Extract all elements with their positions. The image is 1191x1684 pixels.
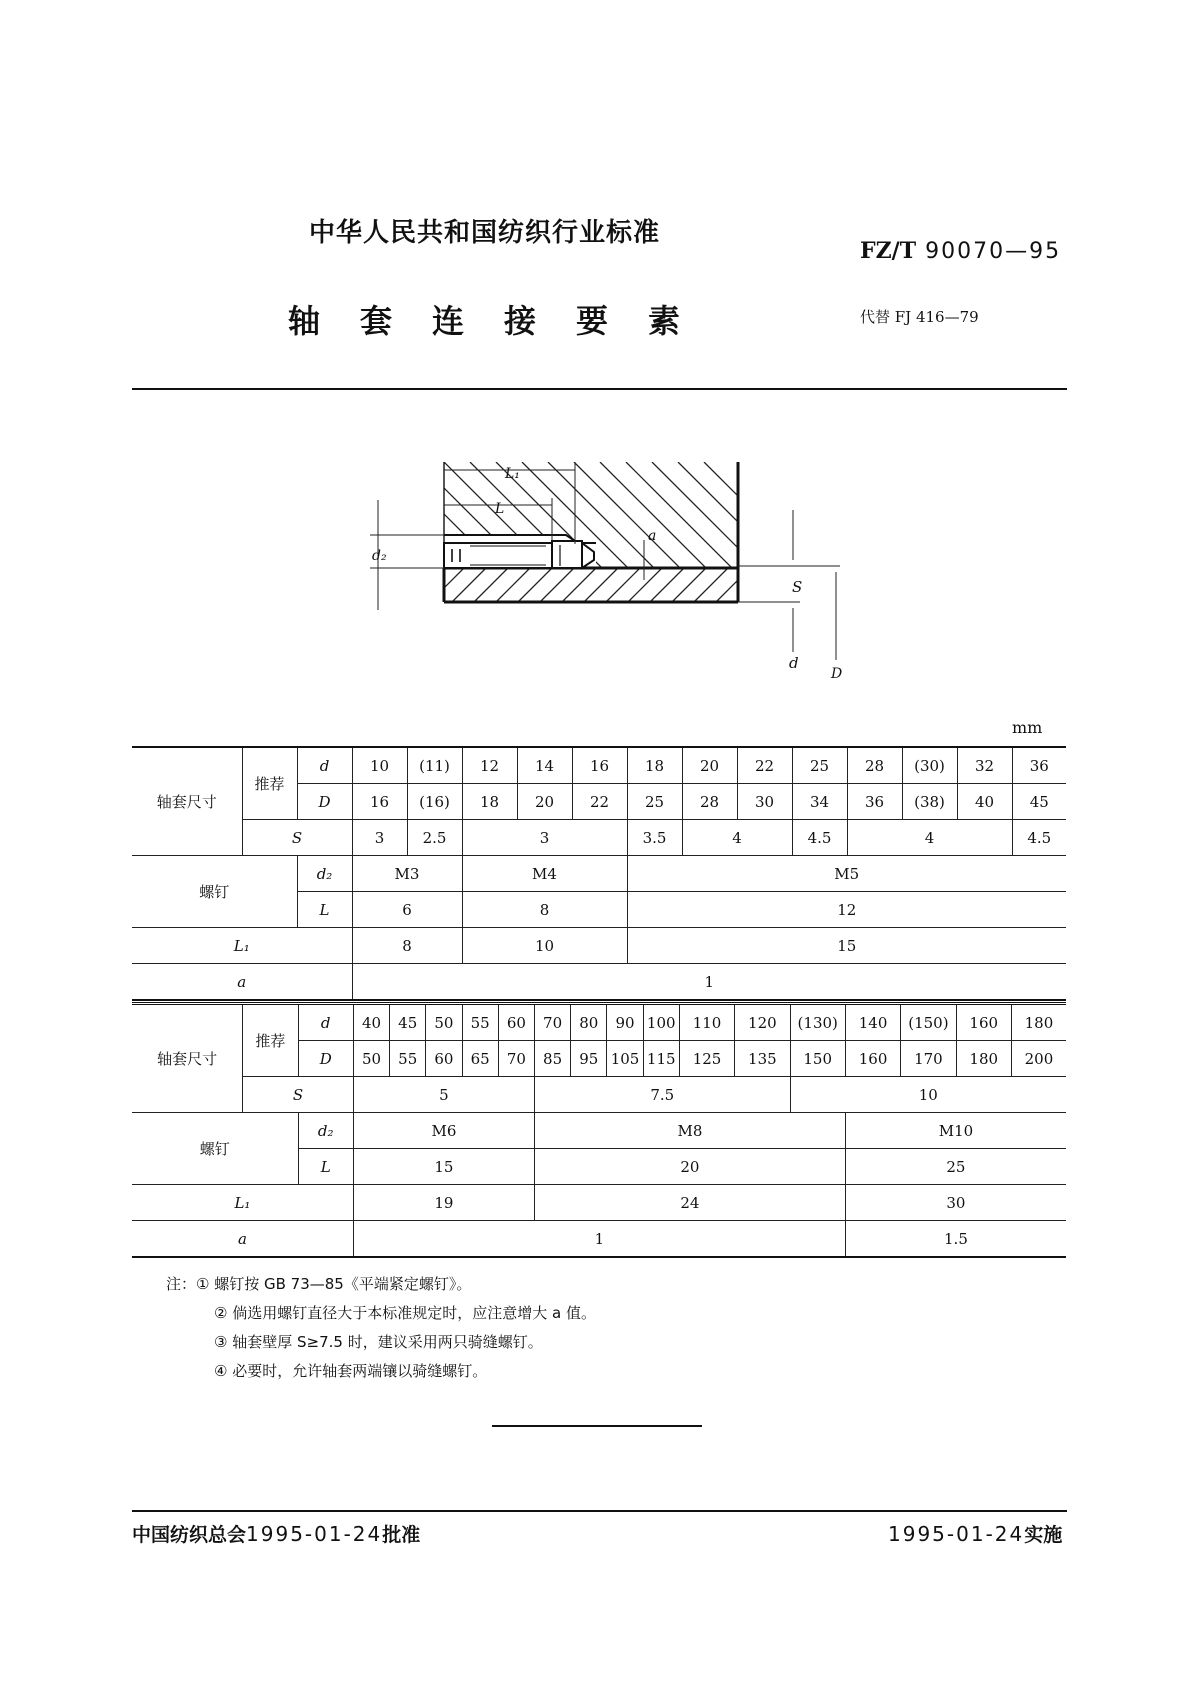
table-cell: (150) xyxy=(901,1004,956,1041)
table-cell: 180 xyxy=(956,1041,1011,1077)
table-cell: 12 xyxy=(627,892,1066,928)
table-cell: 28 xyxy=(682,784,737,820)
unit-label: mm xyxy=(1012,718,1043,737)
effective-line xyxy=(888,1520,1062,1547)
table-cell: 22 xyxy=(737,747,792,784)
table-cell: 25 xyxy=(627,784,682,820)
dimension-lines xyxy=(370,462,840,660)
table-cell: 170 xyxy=(901,1041,956,1077)
table-cell: 55 xyxy=(462,1004,498,1041)
symbol-d: d xyxy=(297,747,352,784)
table-cell: 20 xyxy=(534,1149,845,1185)
table-row xyxy=(132,820,1066,856)
symbol-D: D xyxy=(298,1041,353,1077)
symbol-S: S xyxy=(243,1077,354,1113)
table-cell: 10 xyxy=(790,1077,1066,1113)
table-cell: 15 xyxy=(627,928,1066,964)
table-cell: 65 xyxy=(462,1041,498,1077)
label-d2: d₂ xyxy=(372,548,387,564)
table-cell: 45 xyxy=(390,1004,426,1041)
table-cell: 160 xyxy=(845,1041,900,1077)
table-cell: 8 xyxy=(352,928,462,964)
table-cell: 50 xyxy=(426,1004,462,1041)
table-cell: 4 xyxy=(847,820,1012,856)
symbol-a: a xyxy=(132,964,352,1001)
table-cell: (130) xyxy=(790,1004,845,1041)
notes-block xyxy=(166,1270,596,1386)
notes-prefix: 注： xyxy=(166,1275,197,1293)
symbol-a: a xyxy=(132,1221,353,1258)
table-cell: 24 xyxy=(534,1185,845,1221)
table-cell: 30 xyxy=(737,784,792,820)
table-row xyxy=(132,1077,1066,1113)
table-cell: 36 xyxy=(1012,747,1066,784)
table-cell: 4.5 xyxy=(792,820,847,856)
table-cell: 3 xyxy=(352,820,407,856)
table-cell: 1 xyxy=(352,964,1066,1001)
table-cell: 8 xyxy=(462,892,627,928)
footer-rule xyxy=(132,1510,1067,1512)
table-cell: 4 xyxy=(682,820,792,856)
table-cell: 105 xyxy=(607,1041,643,1077)
recommended-label: 推荐 xyxy=(242,747,297,820)
table-cell: 90 xyxy=(607,1004,643,1041)
table-cell: 36 xyxy=(847,784,902,820)
table-cell: 45 xyxy=(1012,784,1066,820)
table-cell: 10 xyxy=(462,928,627,964)
table-cell: 120 xyxy=(735,1004,790,1041)
table-cell: (30) xyxy=(902,747,957,784)
label-d: d xyxy=(789,654,799,672)
table-cell: 110 xyxy=(679,1004,734,1041)
hatch-lower xyxy=(430,568,750,602)
table-cell: 15 xyxy=(353,1149,534,1185)
table-cell: 19 xyxy=(353,1185,534,1221)
table-cell: 10 xyxy=(352,747,407,784)
note-item-4: ④ 必要时，允许轴套两端镶以骑缝螺钉。 xyxy=(214,1362,488,1380)
table-cell: 7.5 xyxy=(534,1077,790,1113)
table-row xyxy=(132,1004,1066,1041)
table-cell: 40 xyxy=(957,784,1012,820)
recommended-label: 推荐 xyxy=(243,1004,298,1077)
replaces-standard: 代替 FJ 416—79 xyxy=(860,308,979,326)
note-item-3: ③ 轴套壁厚 S≥7.5 时，建议采用两只骑缝螺钉。 xyxy=(214,1333,543,1351)
table-cell: M6 xyxy=(353,1113,534,1149)
table-cell: 4.5 xyxy=(1012,820,1066,856)
table-row xyxy=(132,747,1066,784)
table-cell: 18 xyxy=(462,784,517,820)
label-L1: L₁ xyxy=(505,466,520,482)
table-row xyxy=(132,928,1066,964)
table-cell: 55 xyxy=(390,1041,426,1077)
symbol-L1: L₁ xyxy=(132,928,352,964)
note-text: ① 螺钉按 GB 73—85《平端紧定螺钉》。 xyxy=(196,1275,472,1293)
symbol-L: L xyxy=(297,892,352,928)
table-cell: M4 xyxy=(462,856,627,892)
symbol-S: S xyxy=(242,820,352,856)
effective-label: 实施 xyxy=(1024,1524,1063,1546)
issuing-authority-title: 中华人民共和国纺织行业标准 xyxy=(309,218,661,248)
note-item-1 xyxy=(166,1270,596,1299)
table-cell: 150 xyxy=(790,1041,845,1077)
row-group-sleeve-size: 轴套尺寸 xyxy=(132,1004,243,1113)
table-row xyxy=(132,964,1066,1001)
standard-number: 90070—95 xyxy=(925,239,1062,264)
table-cell: 14 xyxy=(517,747,572,784)
table-cell: 3 xyxy=(462,820,627,856)
table-cell: 22 xyxy=(572,784,627,820)
approval-label: 批准 xyxy=(382,1524,421,1546)
label-L: L xyxy=(495,501,505,517)
row-group-screw: 螺钉 xyxy=(132,856,297,928)
table-cell: 80 xyxy=(571,1004,607,1041)
table-cell: 100 xyxy=(643,1004,679,1041)
table-cell: 160 xyxy=(956,1004,1011,1041)
dimension-table-2 xyxy=(132,1002,1066,1258)
table-cell: M8 xyxy=(534,1113,845,1149)
table-cell: 85 xyxy=(534,1041,570,1077)
table-cell: 135 xyxy=(735,1041,790,1077)
table-cell: M10 xyxy=(845,1113,1066,1149)
dimension-table-1 xyxy=(132,746,1066,1001)
table-cell: 50 xyxy=(353,1041,389,1077)
table-cell: 115 xyxy=(643,1041,679,1077)
document-title: 轴套连接要素 xyxy=(288,302,721,340)
table-cell: 28 xyxy=(847,747,902,784)
header-rule xyxy=(132,388,1067,390)
table-row xyxy=(132,1221,1066,1258)
table-cell: M3 xyxy=(352,856,462,892)
table-cell: 30 xyxy=(845,1185,1066,1221)
symbol-d2: d₂ xyxy=(298,1113,353,1149)
table-row xyxy=(132,1185,1066,1221)
table-cell: 32 xyxy=(957,747,1012,784)
table-cell: 34 xyxy=(792,784,847,820)
table-cell: (16) xyxy=(407,784,462,820)
approving-body: 中国纺织总会 xyxy=(132,1524,247,1546)
table-cell: 140 xyxy=(845,1004,900,1041)
table-row xyxy=(132,1113,1066,1149)
table-cell: 20 xyxy=(682,747,737,784)
table-cell: 6 xyxy=(352,892,462,928)
row-group-sleeve-size: 轴套尺寸 xyxy=(132,747,242,856)
approval-date: 1995-01-24 xyxy=(246,1522,383,1546)
table-cell: 25 xyxy=(845,1149,1066,1185)
table-cell: 18 xyxy=(627,747,682,784)
table-cell: 125 xyxy=(679,1041,734,1077)
table-cell: 180 xyxy=(1011,1004,1066,1041)
symbol-L: L xyxy=(298,1149,353,1185)
table-cell: 1.5 xyxy=(845,1221,1066,1258)
note-item-2: ② 倘选用螺钉直径大于本标准规定时，应注意增大 a 值。 xyxy=(214,1304,596,1322)
end-of-document-rule xyxy=(492,1425,702,1427)
label-D: D xyxy=(831,666,843,680)
row-group-screw: 螺钉 xyxy=(132,1113,298,1185)
standard-prefix: FZ/T xyxy=(860,238,917,264)
label-a: a xyxy=(648,528,657,544)
table-cell: 60 xyxy=(498,1004,534,1041)
table-cell: 3.5 xyxy=(627,820,682,856)
standard-code xyxy=(860,238,1061,264)
table-cell: 95 xyxy=(571,1041,607,1077)
effective-date: 1995-01-24 xyxy=(888,1522,1025,1546)
approval-line xyxy=(132,1520,420,1547)
table-cell: 20 xyxy=(517,784,572,820)
table-row xyxy=(132,856,1066,892)
table-cell: 70 xyxy=(534,1004,570,1041)
table-cell: 5 xyxy=(353,1077,534,1113)
symbol-D: D xyxy=(297,784,352,820)
table-cell: M5 xyxy=(627,856,1066,892)
table-cell: (38) xyxy=(902,784,957,820)
table-cell: 1 xyxy=(353,1221,845,1258)
sleeve-connection-drawing xyxy=(340,440,860,680)
table-cell: (11) xyxy=(407,747,462,784)
table-cell: 16 xyxy=(352,784,407,820)
symbol-L1: L₁ xyxy=(132,1185,353,1221)
label-S: S xyxy=(792,578,803,596)
table-cell: 12 xyxy=(462,747,517,784)
table-cell: 70 xyxy=(498,1041,534,1077)
table-cell: 60 xyxy=(426,1041,462,1077)
table-cell: 16 xyxy=(572,747,627,784)
symbol-d2: d₂ xyxy=(297,856,352,892)
table-cell: 25 xyxy=(792,747,847,784)
table-cell: 40 xyxy=(353,1004,389,1041)
table-cell: 200 xyxy=(1011,1041,1066,1077)
symbol-d: d xyxy=(298,1004,353,1041)
table-cell: 2.5 xyxy=(407,820,462,856)
